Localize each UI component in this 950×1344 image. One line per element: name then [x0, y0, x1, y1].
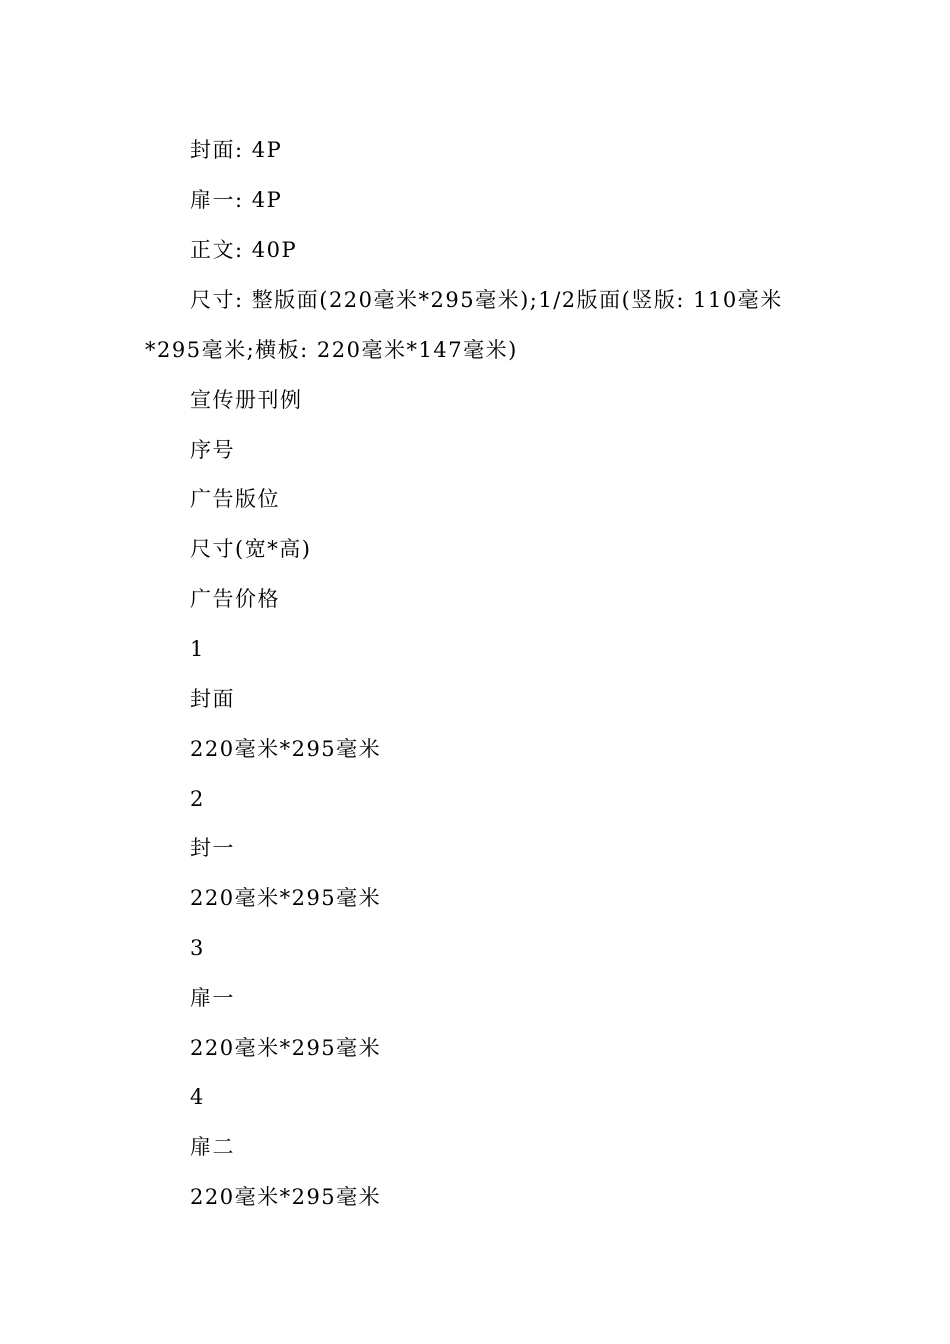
- table-row-1-size: 220毫米*295毫米: [190, 737, 382, 761]
- table-row-1-position: 封面: [190, 687, 235, 711]
- table-row-3-size: 220毫米*295毫米: [190, 1036, 382, 1060]
- table-row-2-position: 封一: [190, 836, 235, 860]
- table-header-price: 广告价格: [190, 587, 280, 611]
- table-row-1-number: 1: [190, 637, 205, 661]
- table-row-3-position: 扉一: [190, 986, 235, 1010]
- table-row-4-number: 4: [190, 1085, 205, 1109]
- table-title: 宣传册刊例: [190, 388, 303, 412]
- size-paragraph-line-2: *295毫米;横板: 220毫米*147毫米): [145, 338, 518, 362]
- table-header-position: 广告版位: [190, 487, 280, 511]
- flyleaf-pages-line: 扉一: 4P: [190, 188, 283, 212]
- table-row-2-number: 2: [190, 787, 205, 811]
- body-pages-line: 正文: 40P: [190, 238, 298, 262]
- cover-pages-line: 封面: 4P: [190, 138, 283, 162]
- table-header-size: 尺寸(宽*高): [190, 537, 312, 561]
- table-row-3-number: 3: [190, 936, 205, 960]
- size-paragraph-line-1: 尺寸: 整版面(220毫米*295毫米);1/2版面(竖版: 110毫米: [190, 288, 783, 312]
- table-row-4-size: 220毫米*295毫米: [190, 1185, 382, 1209]
- table-row-4-position: 扉二: [190, 1135, 235, 1159]
- table-header-number: 序号: [190, 438, 235, 462]
- table-row-2-size: 220毫米*295毫米: [190, 886, 382, 910]
